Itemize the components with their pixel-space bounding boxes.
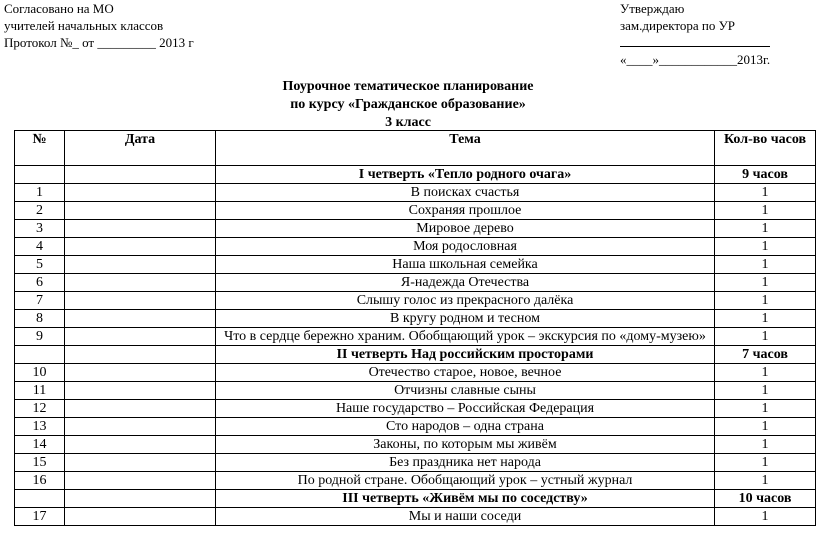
row-num: 4 [15, 238, 65, 256]
row-date [65, 364, 216, 382]
row-hours: 1 [715, 184, 816, 202]
row-date [65, 508, 216, 526]
table-row [15, 364, 816, 382]
table-row [15, 220, 816, 238]
table-body [15, 166, 816, 526]
quarter-num-cell [15, 346, 65, 364]
row-hours: 1 [715, 418, 816, 436]
confirm-block [620, 0, 770, 68]
row-topic: Я-надежда Отечества [216, 274, 715, 292]
row-topic: В поисках счастья [216, 184, 715, 202]
row-date [65, 274, 216, 292]
row-hours: 1 [715, 436, 816, 454]
quarter-title: I четверть «Тепло родного очага» [216, 166, 715, 184]
row-hours: 1 [715, 328, 816, 346]
row-date [65, 220, 216, 238]
table-row [15, 184, 816, 202]
row-hours: 1 [715, 382, 816, 400]
approval-line-3: Протокол №_ от _________ 2013 г [4, 35, 194, 50]
row-topic: Без праздника нет народа [216, 454, 715, 472]
row-date [65, 400, 216, 418]
row-num: 11 [15, 382, 65, 400]
row-hours: 1 [715, 310, 816, 328]
table-header-row [15, 131, 816, 166]
header-date: Дата [65, 131, 216, 166]
title-line-3: 3 класс [385, 115, 431, 130]
table-row [15, 292, 816, 310]
table-row [15, 436, 816, 454]
row-date [65, 472, 216, 490]
row-num: 7 [15, 292, 65, 310]
quarter-title: II четверть Над российским просторами [216, 346, 715, 364]
table-row [15, 508, 816, 526]
row-num: 3 [15, 220, 65, 238]
row-num: 16 [15, 472, 65, 490]
row-num: 17 [15, 508, 65, 526]
row-hours: 1 [715, 508, 816, 526]
row-topic: Законы, по которым мы живём [216, 436, 715, 454]
table-row [15, 472, 816, 490]
row-topic: В кругу родном и тесном [216, 310, 715, 328]
quarter-num-cell [15, 490, 65, 508]
row-date [65, 418, 216, 436]
quarter-title: III четверть «Живём мы по соседству» [216, 490, 715, 508]
row-hours: 1 [715, 256, 816, 274]
row-hours: 1 [715, 472, 816, 490]
quarter-hours: 9 часов [715, 166, 816, 184]
table-row [15, 310, 816, 328]
header-topic: Тема [216, 131, 715, 166]
quarter-date-cell [65, 490, 216, 508]
row-num: 2 [15, 202, 65, 220]
row-num: 6 [15, 274, 65, 292]
row-topic: Сто народов – одна страна [216, 418, 715, 436]
confirm-line-3: «____»____________2013г. [620, 52, 771, 67]
row-hours: 1 [715, 454, 816, 472]
approval-line-1: Согласовано на МО [4, 1, 114, 16]
quarter-date-cell [65, 166, 216, 184]
row-date [65, 328, 216, 346]
row-hours: 1 [715, 292, 816, 310]
confirm-line-2: зам.директора по УР [620, 18, 736, 33]
quarter-row [15, 166, 816, 184]
row-topic: По родной стране. Обобщающий урок – устный журнал [216, 472, 715, 490]
row-date [65, 238, 216, 256]
quarter-row [15, 346, 816, 364]
row-topic: Моя родословная [216, 238, 715, 256]
quarter-date-cell [65, 346, 216, 364]
row-date [65, 310, 216, 328]
row-date [65, 184, 216, 202]
row-hours: 1 [715, 202, 816, 220]
title-line-1: Поурочное тематическое планирование [282, 79, 534, 94]
row-date [65, 382, 216, 400]
row-topic: Отечество старое, новое, вечное [216, 364, 715, 382]
title-line-2: по курсу «Гражданское образование» [290, 97, 526, 112]
table-row [15, 328, 816, 346]
quarter-num-cell [15, 166, 65, 184]
table-row [15, 382, 816, 400]
header-num: № [15, 131, 65, 166]
row-num: 14 [15, 436, 65, 454]
row-date [65, 292, 216, 310]
lesson-plan-table [14, 130, 816, 526]
table-row [15, 274, 816, 292]
header-hours: Кол-во часов [715, 131, 816, 166]
row-topic: Мы и наши соседи [216, 508, 715, 526]
row-hours: 1 [715, 220, 816, 238]
approval-line-2: учителей начальных классов [4, 18, 164, 33]
row-hours: 1 [715, 400, 816, 418]
table-row [15, 454, 816, 472]
document-title [0, 78, 816, 132]
table-row [15, 418, 816, 436]
row-num: 9 [15, 328, 65, 346]
quarter-hours: 10 часов [715, 490, 816, 508]
row-num: 13 [15, 418, 65, 436]
table-row [15, 238, 816, 256]
row-topic: Наше государство – Российская Федерация [216, 400, 715, 418]
quarter-hours: 7 часов [715, 346, 816, 364]
row-topic: Мировое дерево [216, 220, 715, 238]
approval-block [4, 0, 194, 51]
row-date [65, 454, 216, 472]
row-hours: 1 [715, 238, 816, 256]
row-topic: Что в сердце бережно храним. Обобщающий урок – экскурсия по «дому-музею» [216, 328, 715, 346]
row-date [65, 436, 216, 454]
row-hours: 1 [715, 364, 816, 382]
row-num: 10 [15, 364, 65, 382]
row-hours: 1 [715, 274, 816, 292]
row-topic: Отчизны славные сыны [216, 382, 715, 400]
row-num: 15 [15, 454, 65, 472]
table-row [15, 256, 816, 274]
confirm-line-1: Утверждаю [620, 1, 685, 16]
row-date [65, 256, 216, 274]
table-row [15, 202, 816, 220]
row-topic: Слышу голос из прекрасного далёка [216, 292, 715, 310]
signature-line [620, 34, 770, 47]
row-date [65, 202, 216, 220]
row-topic: Наша школьная семейка [216, 256, 715, 274]
quarter-row [15, 490, 816, 508]
row-topic: Сохраняя прошлое [216, 202, 715, 220]
row-num: 8 [15, 310, 65, 328]
row-num: 1 [15, 184, 65, 202]
row-num: 12 [15, 400, 65, 418]
table-row [15, 400, 816, 418]
row-num: 5 [15, 256, 65, 274]
